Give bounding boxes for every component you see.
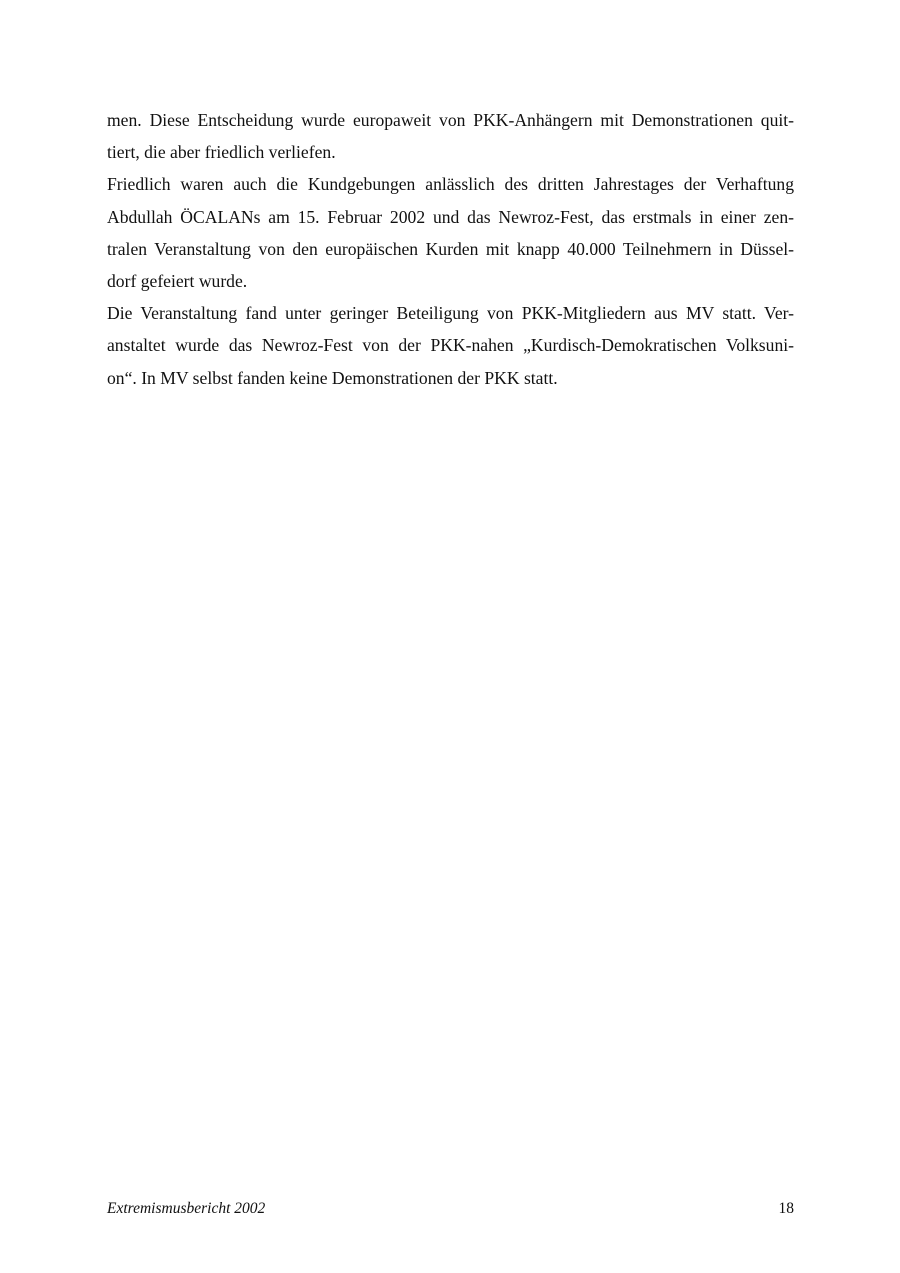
footer-title: Extremismusbericht 2002 bbox=[107, 1200, 266, 1217]
text-line: men. Diese Entscheidung wurde europaweit von PKK-Anhängern mit Demonstrationen quit- bbox=[107, 110, 794, 130]
text-line: Die Veranstaltung fand unter geringer Beteiligung von PKK-Mitgliedern aus MV statt. Ver- bbox=[107, 303, 794, 324]
text-line: tiert, die aber friedlich verliefen. bbox=[107, 142, 336, 163]
paragraph bbox=[107, 168, 794, 297]
text-line: tralen Veranstaltung von den europäischen Kurden mit knapp 40.000 Teilnehmern in Düssel- bbox=[107, 238, 794, 259]
text-line: on“. In MV selbst fanden keine Demonstrationen der PKK statt. bbox=[107, 367, 558, 388]
paragraph bbox=[107, 104, 794, 168]
text-line: Abdullah ÖCALANs am 15. Februar 2002 und das Newroz-Fest, das erstmals in einer zen- bbox=[107, 206, 794, 227]
page-number: 18 bbox=[778, 1200, 794, 1217]
text-line: Friedlich waren auch die Kundgebungen anlässlich des dritten Jahrestages der Verhaftung bbox=[107, 174, 794, 195]
document-body bbox=[107, 104, 794, 394]
text-line: dorf gefeiert wurde. bbox=[107, 270, 248, 291]
paragraph bbox=[107, 297, 794, 394]
text-line: anstaltet wurde das Newroz-Fest von der PKK-nahen „Kurdisch-Demokratischen Volksuni- bbox=[107, 335, 794, 356]
